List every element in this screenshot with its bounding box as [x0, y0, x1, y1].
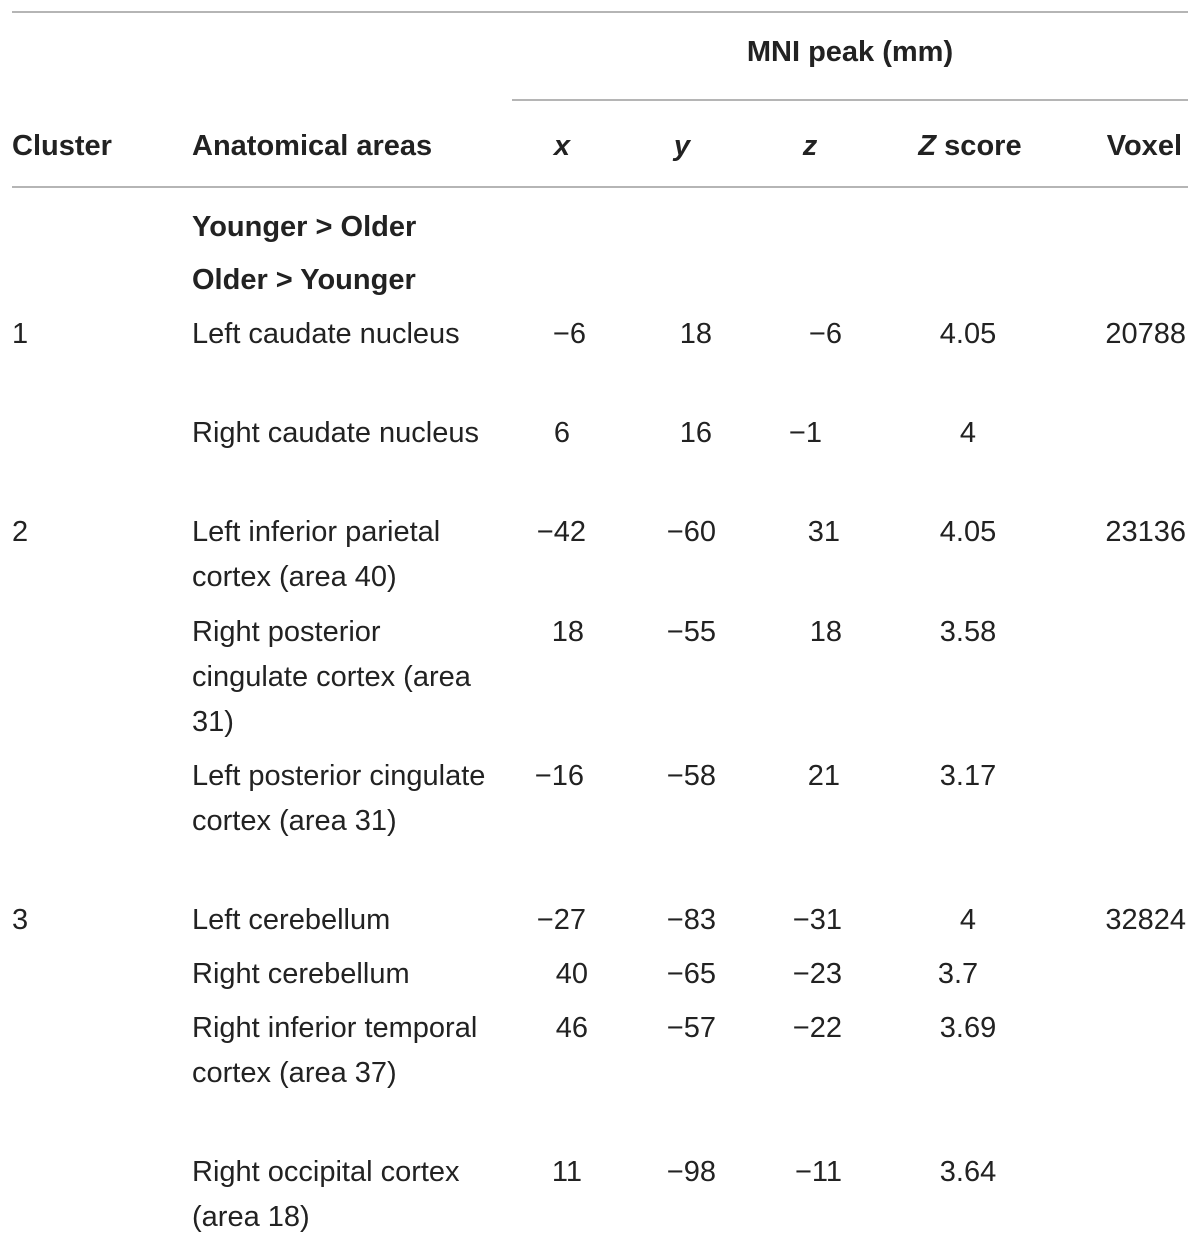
x-cell: 11 [551, 1156, 582, 1188]
y-cell: −60 [666, 516, 716, 548]
section-label: Older > Younger [192, 264, 416, 296]
x-cell: 6 [553, 417, 570, 449]
area-cell: Right caudate nucleus [192, 417, 479, 449]
voxel-cell: 23136 [1105, 516, 1186, 548]
z-cell: −31 [792, 904, 842, 936]
y-cell: −65 [666, 958, 716, 990]
area-cell: Left posterior cingulate cortex (area 31) [192, 760, 486, 837]
zscore-cell: 3.58 [939, 616, 997, 648]
z-cell: −22 [792, 1012, 842, 1044]
y-cell: −55 [666, 616, 716, 648]
x-cell: −42 [536, 516, 586, 548]
cluster-cell: 3 [12, 904, 29, 936]
voxel-cell: 20788 [1105, 318, 1186, 350]
x-cell: 40 [555, 958, 588, 990]
zscore-cell: 3.64 [939, 1156, 997, 1188]
x-cell: −6 [552, 318, 586, 350]
cluster-column-header: Cluster [12, 130, 112, 162]
area-cell: Right posterior cingulate cortex (area 31) [192, 616, 471, 738]
zscore-cell: 4 [959, 904, 977, 936]
x-column-header: x [553, 130, 571, 162]
z-cell: 18 [809, 616, 842, 648]
section-label: Younger > Older [192, 211, 417, 243]
x-cell: −27 [536, 904, 586, 936]
y-cell: 16 [679, 417, 712, 449]
zscore-cell: 4.05 [939, 516, 997, 548]
z-cell: −1 [788, 417, 822, 449]
zscore-cell: 4.05 [939, 318, 997, 350]
zscore-cell: 4 [959, 417, 977, 449]
top-rule [12, 11, 1188, 13]
y-cell: −83 [666, 904, 716, 936]
area-cell: Right inferior temporal cortex (area 37) [192, 1012, 478, 1089]
voxel-cell: 32824 [1105, 904, 1186, 936]
area-cell: Left cerebellum [192, 904, 391, 936]
voxel-column-header: Voxel [1106, 130, 1182, 162]
z-column-header: z [802, 130, 818, 162]
area-cell: Left caudate nucleus [192, 318, 460, 350]
zscore-cell: 3.69 [939, 1012, 997, 1044]
z-cell: −23 [792, 958, 842, 990]
y-cell: −98 [666, 1156, 716, 1188]
cluster-cell: 2 [12, 516, 29, 548]
zscore-cell: 3.17 [939, 760, 997, 792]
area-cell: Right cerebellum [192, 958, 410, 990]
anatomical-areas-column-header: Anatomical areas [192, 130, 433, 162]
area-cell: Right occipital cortex (area 18) [192, 1156, 460, 1233]
x-cell: −16 [534, 760, 584, 792]
mni-group-rule [512, 99, 1188, 101]
header-bottom-rule [12, 186, 1188, 188]
zscore-letter: Z [918, 130, 937, 162]
zscore-word: score [936, 130, 1022, 162]
z-cell: 21 [807, 760, 840, 792]
zscore-column-header [890, 124, 1050, 169]
z-cell: 31 [807, 516, 840, 548]
cluster-cell: 1 [12, 318, 29, 350]
x-cell: 18 [551, 616, 584, 648]
x-cell: 46 [555, 1012, 588, 1044]
z-cell: −11 [794, 1156, 842, 1188]
mni-peak-group-header: MNI peak (mm) [746, 36, 954, 68]
y-column-header: y [673, 130, 691, 162]
y-cell: 18 [679, 318, 712, 350]
y-cell: −58 [666, 760, 716, 792]
zscore-cell: 3.7 [937, 958, 979, 990]
area-cell: Left inferior parietal cortex (area 40) [192, 516, 441, 593]
y-cell: −57 [666, 1012, 716, 1044]
z-cell: −6 [808, 318, 842, 350]
